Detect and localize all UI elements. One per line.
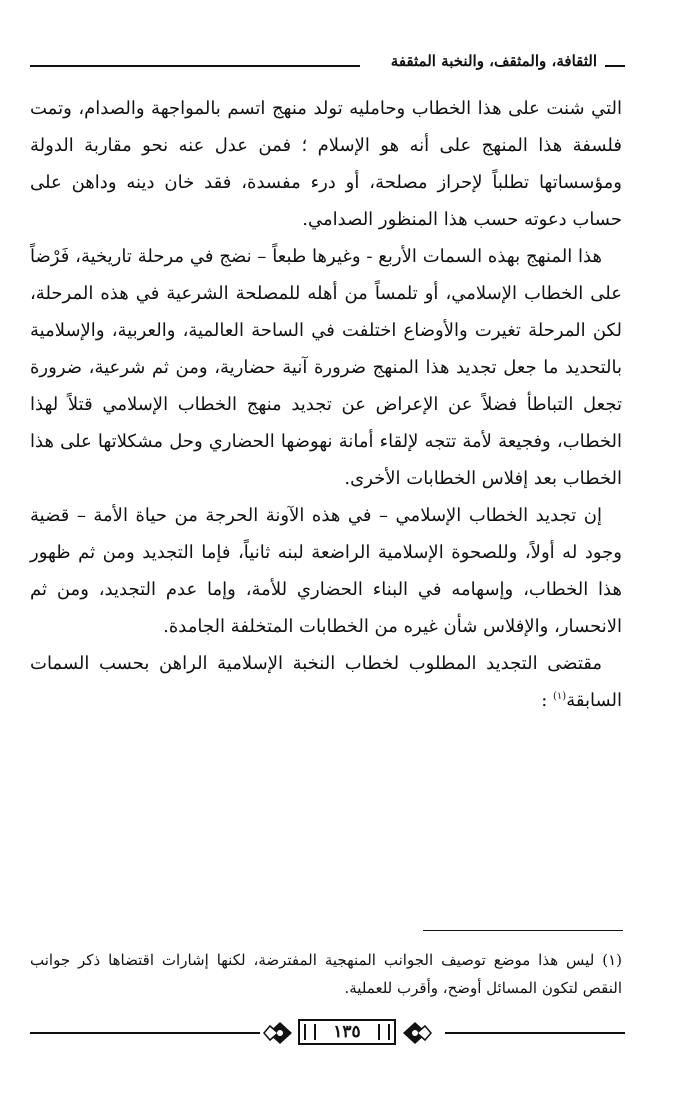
paragraph-last (30, 645, 622, 719)
footnote-separator (423, 930, 623, 931)
footnote (30, 946, 622, 1002)
footnote-marker: (١) (553, 691, 567, 702)
paragraph: إن تجديد الخطاب الإسلامي – في هذه الآونة الحرجة من حياة الأمة – قضية وجود له أولاً، وللصحوة الإسلامية الراضعة لبنه ثانياً، فإما التجديد ومن ثم ظهور هذا الخطاب، وإسهامه في البناء الحضاري للأمة، وإما عدم التجديد، ومن ثم الانحسار، والإفلاس شأن غيره من الخطابات المتخلفة الجامدة. (30, 505, 622, 637)
header-rule-left (30, 65, 360, 67)
page-number: ١٣٥ (298, 1019, 396, 1045)
header-rule-right (605, 65, 625, 67)
paragraph-last-text: مقتضى التجديد المطلوب لخطاب النخبة الإسلامية الراهن بحسب السمات السابقة (30, 653, 622, 711)
paragraph: التي شنت على هذا الخطاب وحامليه تولد منهج اتسم بالمواجهة والصدام، وتمت فلسفة هذا المنهج على أنه هو الإسلام ؛ فمن عدل عنه نحو مقاربة الدولة ومؤسساتها تطلباً لإحراز مصلحة، أو درء مفسدة، فقد خان دينه وداهن على حساب دعوته حسب هذا المنظور الصدامي. (30, 98, 622, 230)
ornament-left-icon (262, 1018, 292, 1048)
paragraph-last-colon: : (541, 690, 548, 711)
running-title: الثقافة، والمثقف، والنخبة المثقفة (387, 52, 601, 70)
folio-rule-right (445, 1032, 625, 1034)
footnote-text: (١) ليس هذا موضع توصيف الجوانب المنهجية المفترضة، لكنها إشارات اقتضاها ذكر جوانب النقص لتكون المسائل أوضح، وأقرب للعملية. (30, 951, 622, 997)
folio-rule-left (30, 1032, 260, 1034)
running-header (30, 50, 625, 78)
body-text (30, 90, 622, 719)
page-number-ornament (30, 1018, 625, 1048)
paragraph: هذا المنهج بهذه السمات الأربع - وغيرها طبعاً – نضج في مرحلة تاريخية، فَرْضاً على الخطاب الإسلامي، أو تلمساً من أهله للمصلحة الشرعية في هذه المرحلة، لكن المرحلة تغيرت والأوضاع اختلفت في الساحة العالمية، والعربية، والإسلامية بالتحديد ما جعل تجديد هذا المنهج ضرورة آنية حضارية، ومن ثم شرعية، ضرورة تجعل التباطأ فضلاً عن الإعراض عن تجديد منهج الخطاب الإسلامي قتلاً لهذا الخطاب، وفجيعة لأمة تتجه لإلقاء أمانة نهوضها الحضاري وحل مشكلاتها على هذا الخطاب بعد إفلاس الخطابات الأخرى. (30, 246, 622, 489)
ornament-right-icon (403, 1018, 433, 1048)
